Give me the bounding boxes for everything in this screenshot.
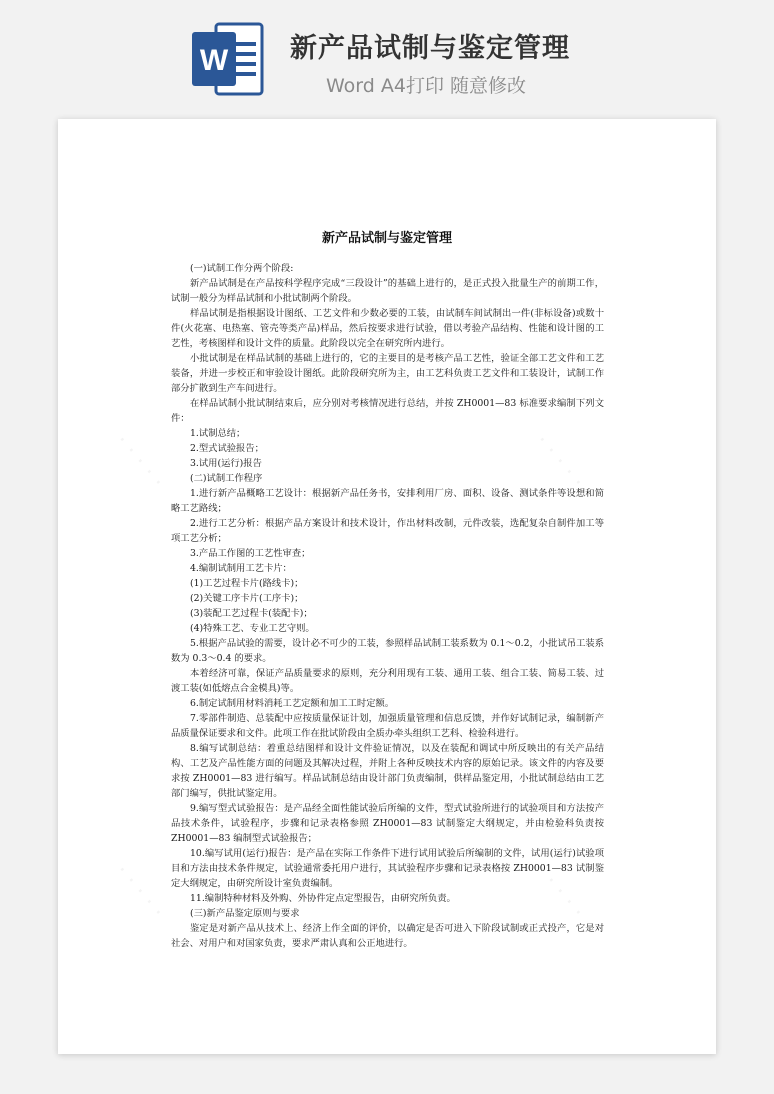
- paragraph: 5.根据产品试验的需要，设计必不可少的工装，参照样品试制工装系数为 0.1～0.2，小批试吊工装系数为 0.3～0.4 的要求。: [171, 638, 604, 664]
- paragraph: 3.试用(运行)报告: [190, 458, 262, 469]
- paragraph: 9.编写型式试验报告：是产品经全面性能试验后所编的文件，型式试验所进行的试验项目和方法按产品技术条件，试验程序，步骤和记录表格参照 ZH0001—83 试制鉴定大纲规定，并由检验科负责按 ZH0001—83 编制型式试验报告；: [171, 803, 604, 844]
- watermark: · · · · ·: [529, 859, 590, 924]
- paragraph: (4)特殊工艺、专业工艺守则。: [190, 623, 315, 634]
- watermark: · · · · ·: [109, 429, 170, 494]
- page-title: 新产品试制与鉴定管理: [290, 33, 570, 64]
- watermark: · · · · ·: [529, 429, 590, 494]
- svg-text:W: W: [199, 44, 229, 77]
- page-header: [0, 0, 774, 110]
- paragraph: (二)试制工作程序: [190, 473, 263, 484]
- paragraph: 新产品试制是在产品按科学程序完成“三段设计”的基础上进行的，是正式投入批量生产的前期工作，试制一般分为样品试制和小批试制两个阶段。: [171, 278, 604, 304]
- paragraph: 小批试制是在样品试制的基础上进行的，它的主要目的是考核产品工艺性，验证全部工艺文件和工艺装备，并进一步校正和审验设计图纸。此阶段研究所为主，由工艺科负责工艺文件和工装设计，试制工作部分扩散到生产车间进行。: [171, 353, 604, 394]
- paragraph: 样品试制是指根据设计图纸、工艺文件和少数必要的工装，由试制车间试制出一件(非标设备)或数十件(火花塞、电热塞、管壳等类产品)样品，然后按要求进行试验，借以考验产品结构、性能和设计图的工艺性，考核图样和设计文件的质量。此阶段以完全在研究所内进行。: [171, 308, 604, 349]
- paragraph: (一)试制工作分两个阶段:: [190, 263, 294, 274]
- word-document-icon: [192, 22, 264, 96]
- document-body: [171, 261, 604, 951]
- paragraph: 6.制定试制用材料消耗工艺定额和加工工时定额。: [190, 698, 395, 709]
- page-subtitle: Word A4打印 随意修改: [326, 75, 527, 97]
- paragraph: 11.编制特种材料及外购、外协件定点定型报告，由研究所负责。: [190, 893, 456, 904]
- document-title: 新产品试制与鉴定管理: [321, 231, 452, 246]
- paragraph: 2.型式试验报告；: [190, 443, 264, 454]
- paragraph: 本着经济可靠，保证产品质量要求的原则，充分利用现有工装、通用工装、组合工装、简易工装、过渡工装(如低熔点合金模具)等。: [171, 668, 604, 694]
- paragraph: (三)新产品鉴定原则与要求: [190, 908, 300, 919]
- paragraph: 2.进行工艺分析：根据产品方案设计和技术设计，作出材料改制，元件改装，选配复杂自制件加工等项工艺分析；: [171, 518, 604, 544]
- paragraph: 1.试制总结；: [190, 428, 246, 439]
- document-page: [58, 119, 716, 1054]
- paragraph: 3.产品工作图的工艺性审查；: [190, 548, 311, 559]
- paragraph: 7.零部件制造、总装配中应按质量保证计划，加强质量管理和信息反馈，并作好试制记录，编制新产品质量保证要求和文件。此项工作在批试阶段由全质办牵头组织工艺科、检验科进行。: [171, 713, 604, 739]
- paragraph: (3)装配工艺过程卡(装配卡)；: [190, 608, 313, 619]
- watermark: · · · · ·: [109, 859, 170, 924]
- paragraph: 在样品试制小批试制结束后，应分别对考核情况进行总结，并按 ZH0001—83 标准要求编制下列文件：: [171, 398, 604, 424]
- paragraph: 8.编写试制总结：着重总结图样和设计文件验证情况，以及在装配和调试中所反映出的有关产品结构、工艺及产品性能方面的问题及其解决过程，并附上各种反映技术内容的原始记录。该文件的内容及要求按 ZH0001—83 进行编写。样品试制总结由设计部门负责编制，供样品鉴定用，小批试制总结由工艺部门编写，供批试鉴定用。: [171, 743, 604, 799]
- paragraph: (2)关键工序卡片(工序卡)；: [190, 593, 304, 604]
- paragraph: 鉴定是对新产品从技术上、经济上作全面的评价，以确定是否可进入下阶段试制或正式投产，它是对社会、对用户和对国家负责，要求严肃认真和公正地进行。: [171, 923, 604, 949]
- paragraph: 1.进行新产品概略工艺设计：根据新产品任务书，安排利用厂房、面积、设备、测试条件等设想和简略工艺路线；: [171, 488, 604, 514]
- paragraph: (1)工艺过程卡片(路线卡)；: [190, 578, 304, 589]
- paragraph: 10.编写试用(运行)报告：是产品在实际工作条件下进行试用试验后所编制的文件，试用(运行)试验项目和方法由技术条件规定，试验通常委托用户进行，其试验程序步骤和记录表格按 ZH0001—83 试制鉴定大纲规定，由研究所设计室负责编制。: [171, 848, 604, 889]
- paragraph: 4.编制试制用工艺卡片：: [190, 563, 292, 574]
